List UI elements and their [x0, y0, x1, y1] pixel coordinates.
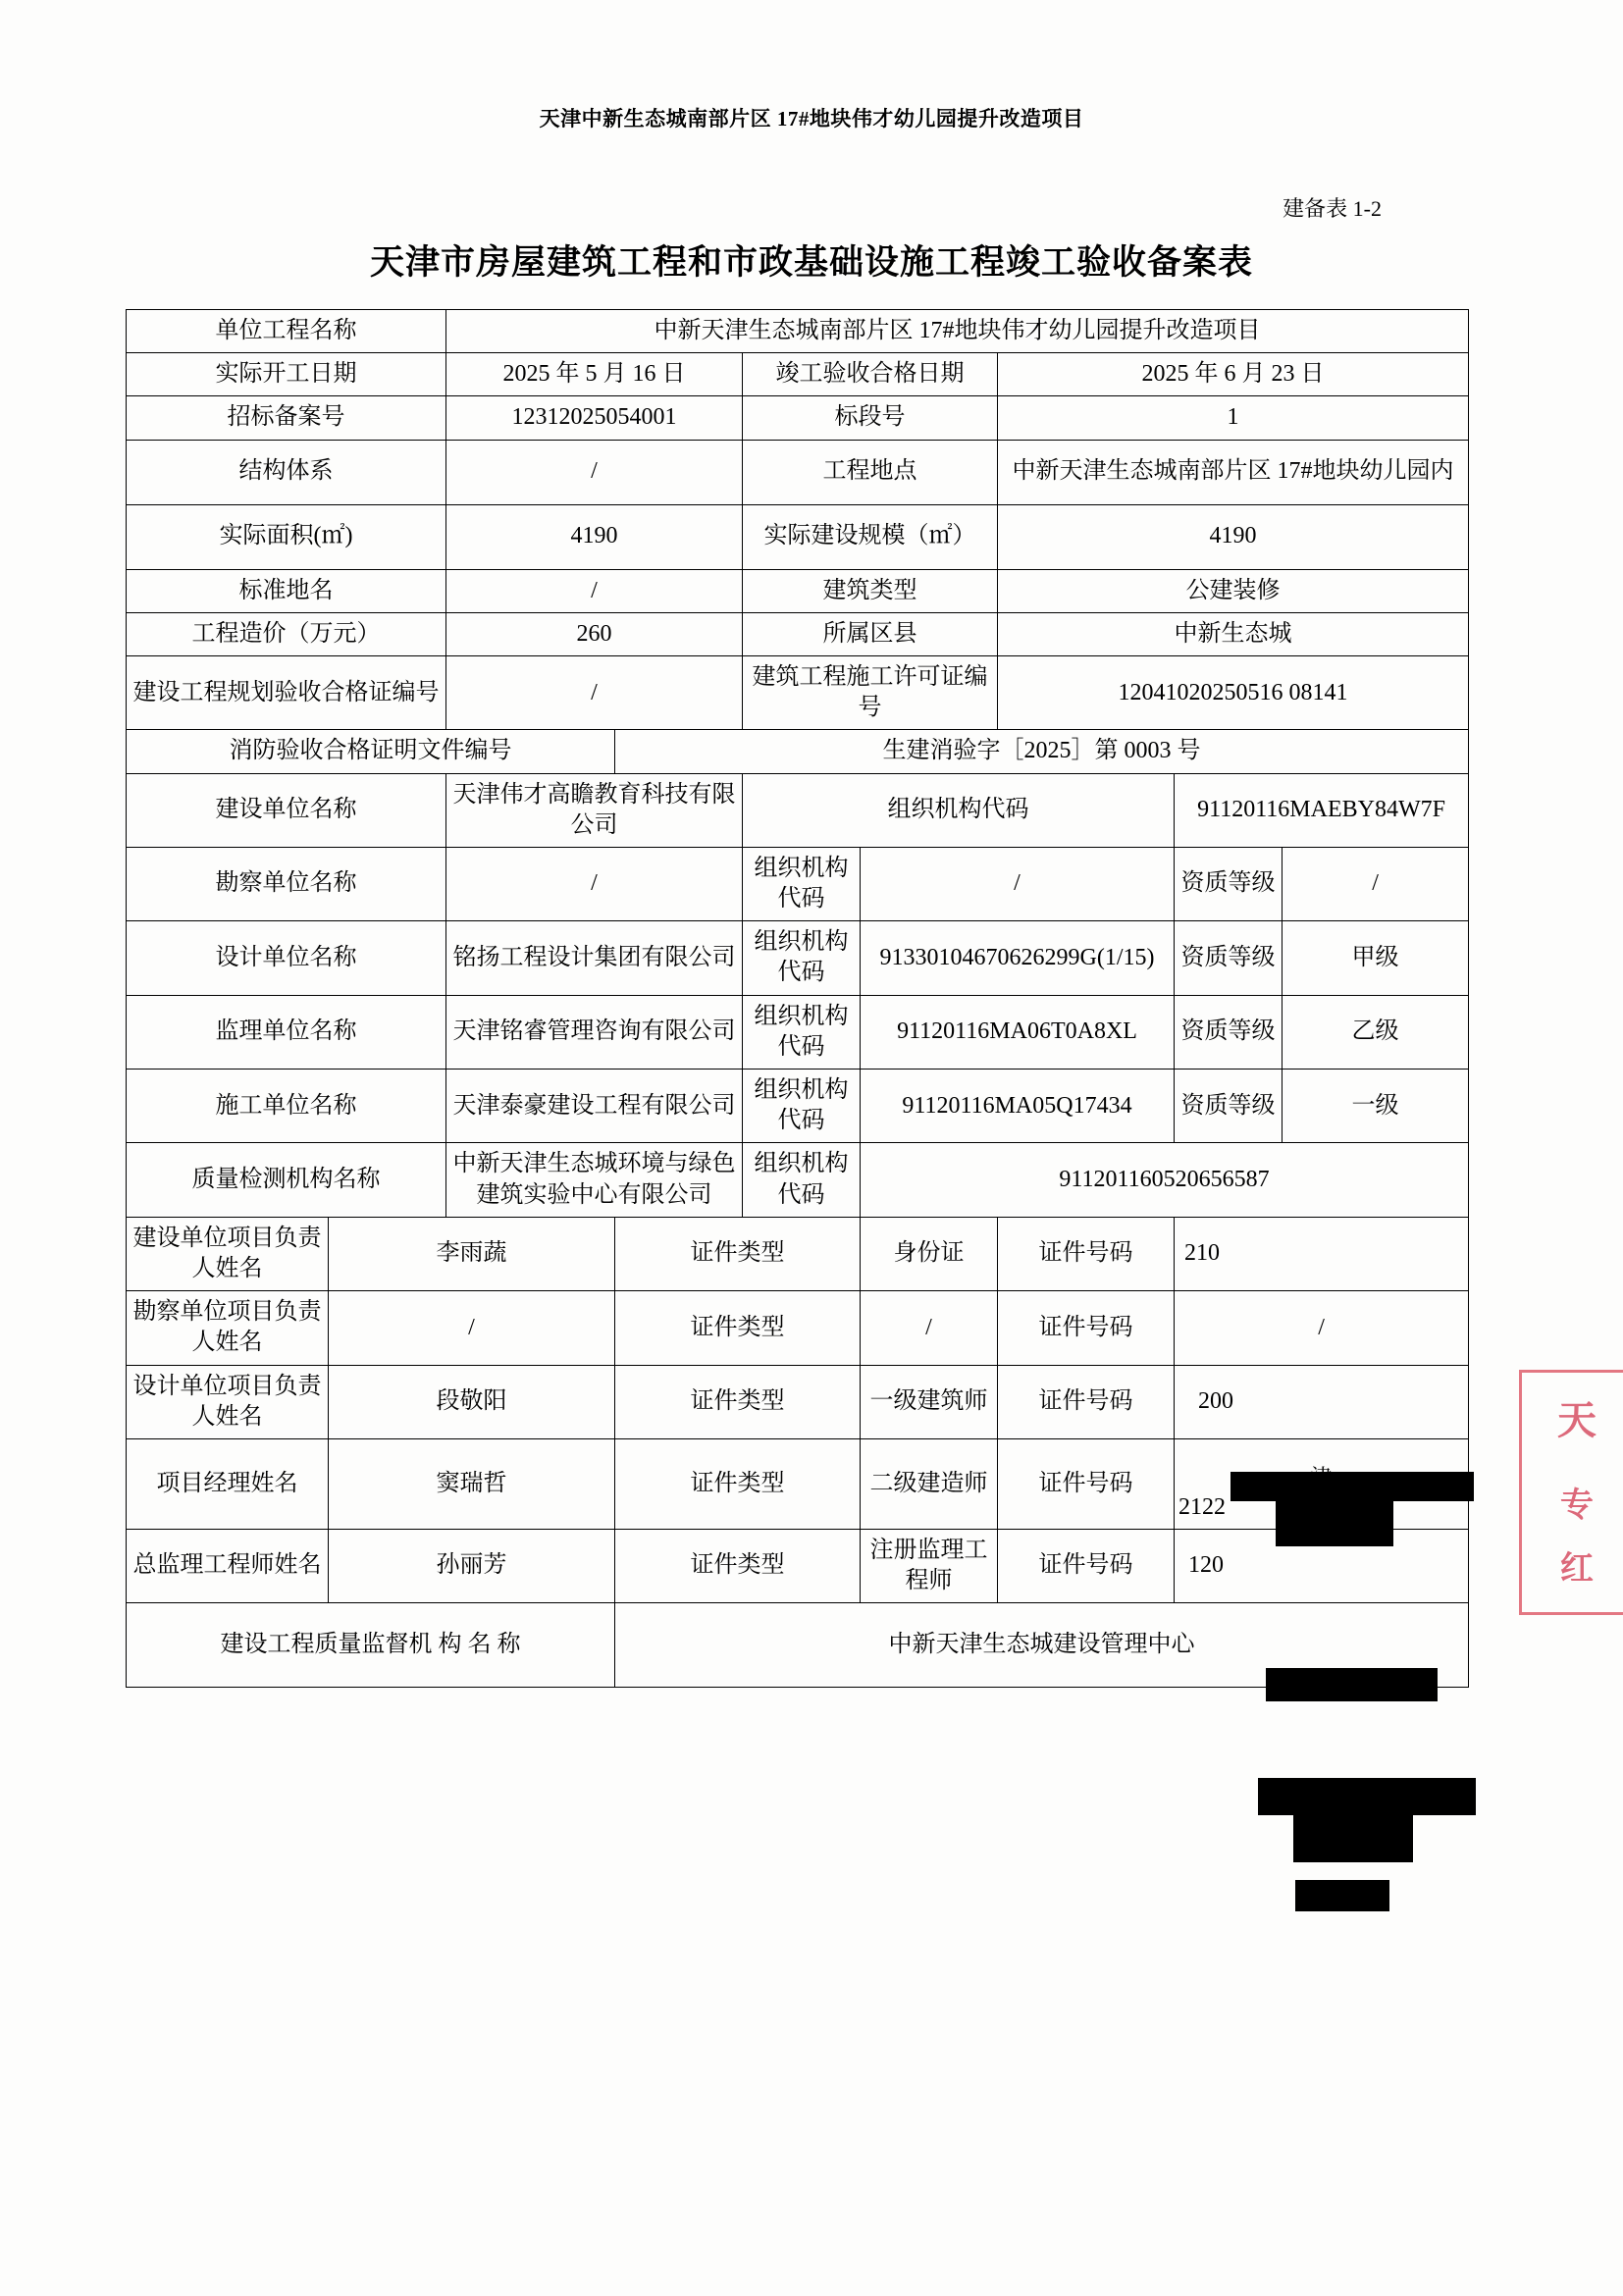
testing-org-code-label: 组织机构代码: [743, 1143, 861, 1217]
construction-permit-value: 12041020250516 08141: [998, 655, 1469, 729]
chief-supervisor-cert-no: 120: [1175, 1529, 1469, 1602]
std-name-value: /: [446, 569, 743, 612]
building-type-label: 建筑类型: [743, 569, 998, 612]
quality-org-value: 中新天津生态城建设管理中心: [615, 1603, 1469, 1688]
stamp-glyph-top: 天: [1557, 1398, 1597, 1442]
table-row: [127, 1070, 1469, 1143]
project-manager-name: 窦瑞哲: [329, 1438, 615, 1529]
builder-level-value: 一级: [1283, 1070, 1469, 1143]
project-name-value: 中新天津生态城南部片区 17#地块伟才幼儿园提升改造项目: [446, 310, 1469, 353]
chief-supervisor-label: 总监理工程师姓名: [127, 1529, 329, 1602]
design-pm-cert-type: 一级建筑师: [861, 1365, 998, 1438]
construction-permit-label: 建筑工程施工许可证编号: [743, 655, 998, 729]
table-row: [127, 504, 1469, 569]
table-row: [127, 353, 1469, 396]
redaction-bar-owner-2: [1276, 1501, 1393, 1546]
owner-value: 天津伟才高瞻教育科技有限公司: [446, 773, 743, 847]
table-row: [127, 396, 1469, 440]
builder-label: 施工单位名称: [127, 1070, 446, 1143]
design-pm-label: 设计单位项目负责人姓名: [127, 1365, 329, 1438]
owner-label: 建设单位名称: [127, 773, 446, 847]
table-row: [127, 1143, 1469, 1217]
redaction-bar-pm-2: [1293, 1815, 1413, 1862]
supervision-level-value: 乙级: [1283, 995, 1469, 1069]
design-level-label: 资质等级: [1175, 921, 1283, 995]
builder-value: 天津泰豪建设工程有限公司: [446, 1070, 743, 1143]
design-label: 设计单位名称: [127, 921, 446, 995]
owner-org-code-label: 组织机构代码: [743, 773, 1175, 847]
design-pm-cert-no: 200: [1175, 1365, 1469, 1438]
accept-date-value: 2025 年 6 月 23 日: [998, 353, 1469, 396]
testing-org-code-value: 911201160520656587: [861, 1143, 1469, 1217]
chief-supervisor-name: 孙丽芳: [329, 1529, 615, 1602]
project-name-label: 单位工程名称: [127, 310, 446, 353]
section-no-label: 标段号: [743, 396, 998, 440]
design-pm-cert-type-label: 证件类型: [615, 1365, 861, 1438]
structure-value: /: [446, 440, 743, 504]
builder-level-label: 资质等级: [1175, 1070, 1283, 1143]
stamp-glyph-mid: 专: [1560, 1487, 1594, 1524]
project-manager-cert-type-label: 证件类型: [615, 1438, 861, 1529]
area-label: 实际面积(㎡): [127, 504, 446, 569]
planning-cert-label: 建设工程规划验收合格证编号: [127, 655, 446, 729]
chief-supervisor-cert-type: 注册监理工程师: [861, 1529, 998, 1602]
bid-record-value: 12312025054001: [446, 396, 743, 440]
table-row: [127, 921, 1469, 995]
redaction-bar-pm-1: [1258, 1778, 1476, 1815]
fire-cert-label: 消防验收合格证明文件编号: [127, 730, 615, 773]
builder-org-code-value: 91120116MA05Q17434: [861, 1070, 1175, 1143]
supervision-value: 天津铭睿管理咨询有限公司: [446, 995, 743, 1069]
redaction-bar-owner-1: [1230, 1472, 1474, 1501]
design-org-code-label: 组织机构代码: [743, 921, 861, 995]
testing-label: 质量检测机构名称: [127, 1143, 446, 1217]
district-label: 所属区县: [743, 612, 998, 655]
supervision-org-code-value: 91120116MA06T0A8XL: [861, 995, 1175, 1069]
stamp-border: [1519, 1370, 1623, 1615]
project-manager-cert-type: 二级建造师: [861, 1438, 998, 1529]
project-manager-cert-no-value: 2122: [1178, 1493, 1226, 1520]
site-value: 中新天津生态城南部片区 17#地块幼儿园内: [998, 440, 1469, 504]
form-code: 建备表 1-2: [1283, 196, 1382, 221]
survey-pm-cert-no-label: 证件号码: [998, 1291, 1175, 1365]
table-row: [127, 612, 1469, 655]
table-row: [127, 1217, 1469, 1290]
scale-value: 4190: [998, 504, 1469, 569]
fire-cert-value: 生建消验字［2025］第 0003 号: [615, 730, 1469, 773]
accept-date-label: 竣工验收合格日期: [743, 353, 998, 396]
survey-pm-label: 勘察单位项目负责人姓名: [127, 1291, 329, 1365]
table-row: [127, 310, 1469, 353]
design-pm-name: 段敬阳: [329, 1365, 615, 1438]
survey-value: /: [446, 847, 743, 920]
cost-label: 工程造价（万元）: [127, 612, 446, 655]
supervision-label: 监理单位名称: [127, 995, 446, 1069]
table-row: [127, 1529, 1469, 1602]
scale-label: 实际建设规模（㎡）: [743, 504, 998, 569]
survey-pm-cert-type-label: 证件类型: [615, 1291, 861, 1365]
owner-pm-cert-no: 210: [1175, 1217, 1469, 1290]
chief-supervisor-cert-type-label: 证件类型: [615, 1529, 861, 1602]
design-org-code-value: 91330104670626299G(1/15): [861, 921, 1175, 995]
table-row: [127, 655, 1469, 729]
survey-level-label: 资质等级: [1175, 847, 1283, 920]
owner-pm-cert-type-label: 证件类型: [615, 1217, 861, 1290]
running-header: 天津中新生态城南部片区 17#地块伟才幼儿园提升改造项目: [539, 107, 1084, 130]
table-row: [127, 847, 1469, 920]
chief-supervisor-cert-no-label: 证件号码: [998, 1529, 1175, 1602]
std-name-label: 标准地名: [127, 569, 446, 612]
owner-pm-cert-type: 身份证: [861, 1217, 998, 1290]
survey-label: 勘察单位名称: [127, 847, 446, 920]
survey-org-code-label: 组织机构代码: [743, 847, 861, 920]
stamp-glyph-bottom: 红: [1560, 1551, 1594, 1588]
quality-org-label: 建设工程质量监督机 构 名 称: [127, 1603, 615, 1688]
page-title: 天津市房屋建筑工程和市政基础设施工程竣工验收备案表: [369, 243, 1253, 282]
supervision-org-code-label: 组织机构代码: [743, 995, 861, 1069]
table-row: [127, 730, 1469, 773]
bid-record-label: 招标备案号: [127, 396, 446, 440]
section-no-value: 1: [998, 396, 1469, 440]
structure-label: 结构体系: [127, 440, 446, 504]
table-row: [127, 773, 1469, 847]
table-row: [127, 569, 1469, 612]
supervision-level-label: 资质等级: [1175, 995, 1283, 1069]
owner-pm-name: 李雨蔬: [329, 1217, 615, 1290]
cost-value: 260: [446, 612, 743, 655]
owner-pm-cert-no-label: 证件号码: [998, 1217, 1175, 1290]
table-row: [127, 1291, 1469, 1365]
owner-pm-label: 建设单位项目负责人姓名: [127, 1217, 329, 1290]
owner-org-code-value: 91120116MAEBY84W7F: [1175, 773, 1469, 847]
site-label: 工程地点: [743, 440, 998, 504]
survey-pm-cert-no: /: [1175, 1291, 1469, 1365]
table-row: [127, 1365, 1469, 1438]
district-value: 中新生态城: [998, 612, 1469, 655]
start-date-label: 实际开工日期: [127, 353, 446, 396]
project-manager-cert-no-label: 证件号码: [998, 1438, 1175, 1529]
builder-org-code-label: 组织机构代码: [743, 1070, 861, 1143]
design-value: 铭扬工程设计集团有限公司: [446, 921, 743, 995]
survey-pm-cert-type: /: [861, 1291, 998, 1365]
table-row: [127, 995, 1469, 1069]
survey-level-value: /: [1283, 847, 1469, 920]
design-level-value: 甲级: [1283, 921, 1469, 995]
official-stamp: [1519, 1370, 1623, 1615]
building-type-value: 公建装修: [998, 569, 1469, 612]
table-row: [127, 440, 1469, 504]
survey-pm-name: /: [329, 1291, 615, 1365]
redaction-bar-supervisor: [1295, 1880, 1389, 1911]
project-manager-label: 项目经理姓名: [127, 1438, 329, 1529]
testing-value: 中新天津生态城环境与绿色建筑实验中心有限公司: [446, 1143, 743, 1217]
area-value: 4190: [446, 504, 743, 569]
start-date-value: 2025 年 5 月 16 日: [446, 353, 743, 396]
design-pm-cert-no-label: 证件号码: [998, 1365, 1175, 1438]
planning-cert-value: /: [446, 655, 743, 729]
survey-org-code-value: /: [861, 847, 1175, 920]
redaction-bar-design: [1266, 1668, 1438, 1701]
